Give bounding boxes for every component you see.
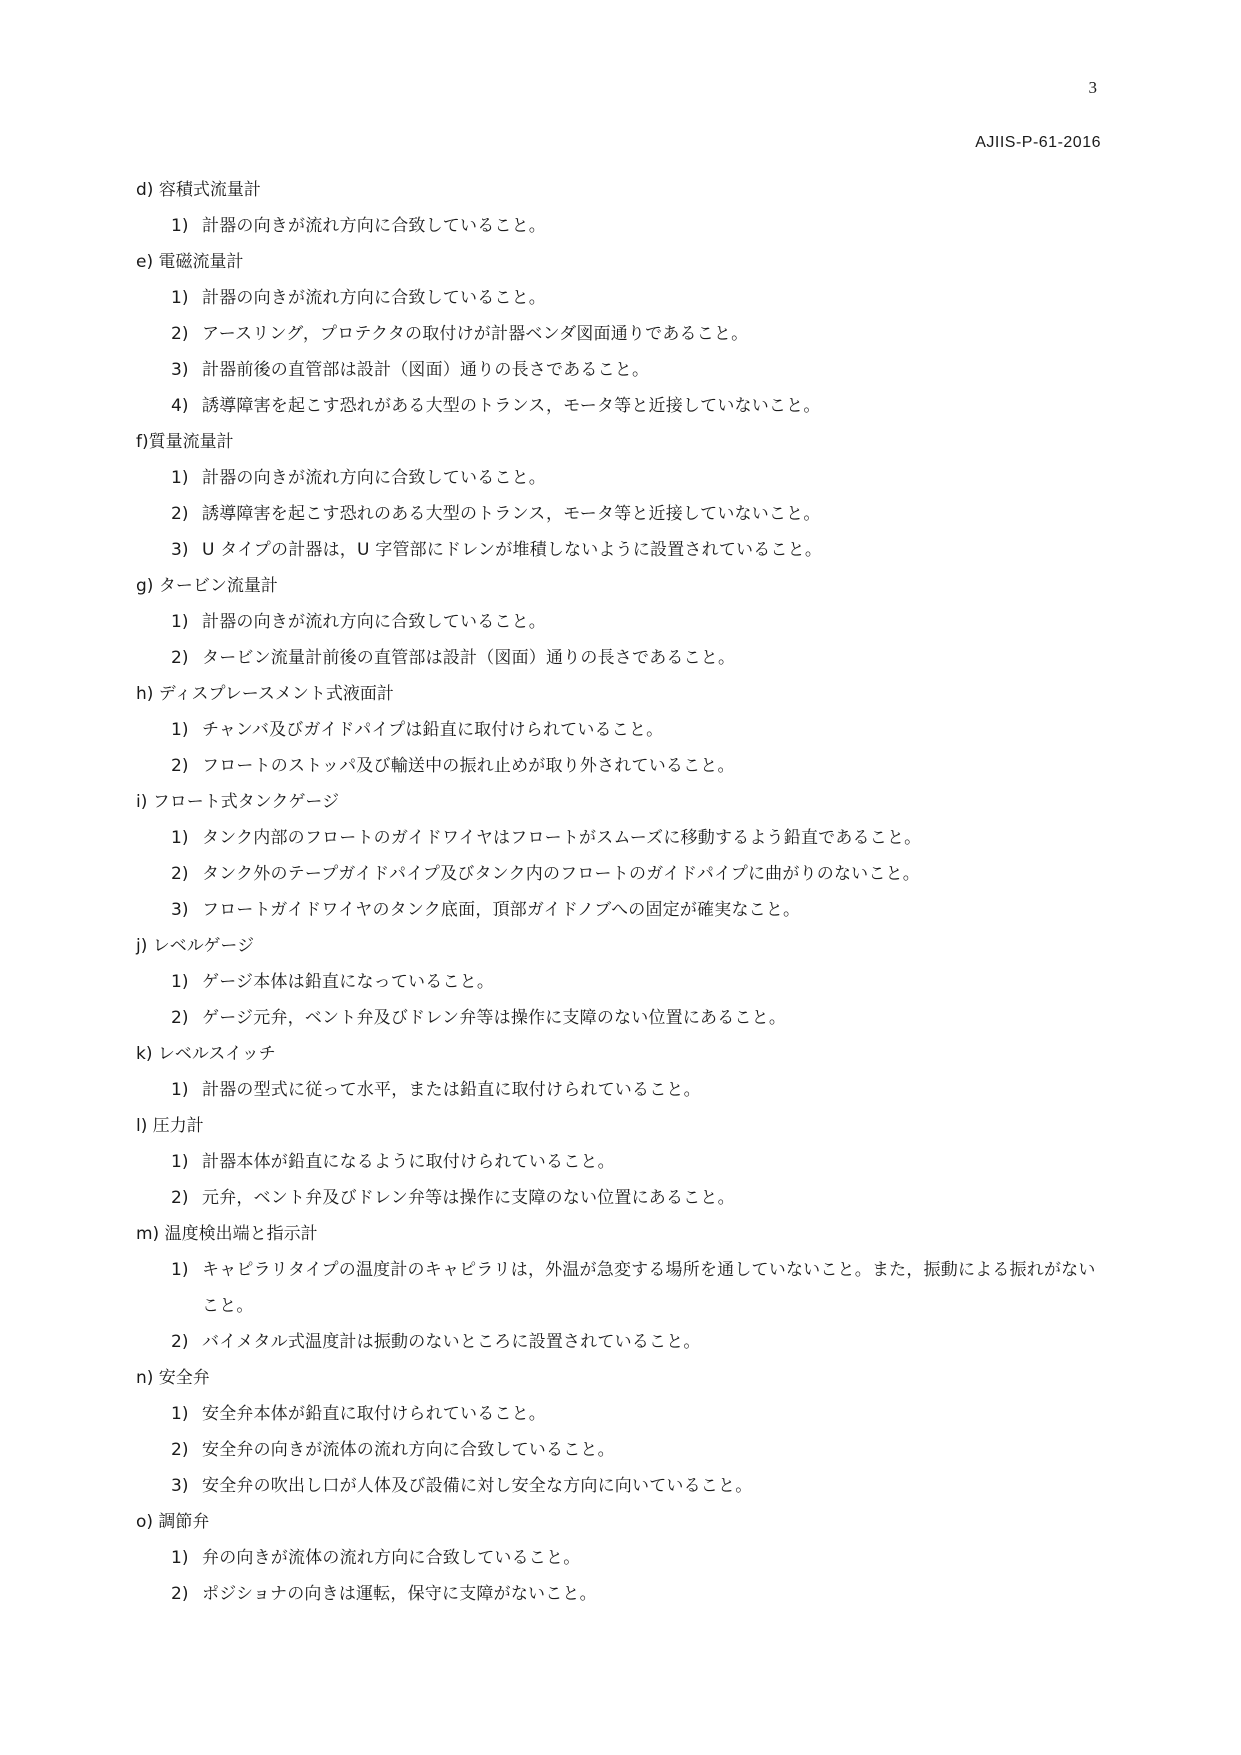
- list-item: [136, 856, 1101, 892]
- list-item-number: 1): [171, 1260, 189, 1280]
- list-item: [136, 712, 1101, 748]
- list-item: [136, 316, 1101, 352]
- section-heading: j) レベルゲージ: [136, 936, 255, 956]
- list-item-text: 安全弁の吹出し口が人体及び設備に対し安全な方向に向いていること。: [202, 1476, 753, 1496]
- list-item: [136, 820, 1101, 856]
- document-body: [136, 172, 1101, 1612]
- list-item-text: U タイプの計器は，U 字管部にドレンが堆積しないように設置されていること。: [202, 540, 823, 560]
- list-item-number: 2): [171, 648, 189, 668]
- list-item-text: タービン流量計前後の直管部は設計（図面）通りの長さであること。: [202, 648, 736, 668]
- list-item-number: 1): [171, 720, 189, 740]
- list-item: [136, 1252, 1101, 1324]
- section-heading: g) タービン流量計: [136, 576, 278, 596]
- list-item: [136, 280, 1101, 316]
- list-item: [136, 1468, 1101, 1504]
- list-item-text: アースリング，プロテクタの取付けが計器ベンダ図面通りであること。: [202, 324, 749, 344]
- list-item-text: 誘導障害を起こす恐れのある大型のトランス，モータ等と近接していないこと。: [202, 504, 821, 524]
- list-item-text: バイメタル式温度計は振動のないところに設置されていること。: [202, 1332, 701, 1352]
- list-item-number: 2): [171, 1584, 189, 1604]
- section-heading: e) 電磁流量計: [136, 252, 244, 272]
- list-item: [136, 1324, 1101, 1360]
- list-item-text: 計器前後の直管部は設計（図面）通りの長さであること。: [202, 360, 650, 380]
- list-item: [136, 1072, 1101, 1108]
- list-item-text: ゲージ本体は鉛直になっていること。: [202, 972, 495, 992]
- section-heading: h) ディスプレースメント式液面計: [136, 684, 394, 704]
- list-item: [136, 1432, 1101, 1468]
- page-number: 3: [1088, 78, 1097, 97]
- list-item-number: 1): [171, 828, 189, 848]
- list-item-number: 1): [171, 1404, 189, 1424]
- section-heading: k) レベルスイッチ: [136, 1044, 276, 1064]
- list-item-text: 安全弁本体が鉛直に取付けられていること。: [202, 1404, 546, 1424]
- section: [136, 244, 1101, 424]
- list-item-text: 計器の向きが流れ方向に合致していること。: [202, 216, 546, 236]
- list-item-text: 計器の向きが流れ方向に合致していること。: [202, 468, 546, 488]
- section: [136, 1216, 1101, 1360]
- section-heading: i) フロート式タンクゲージ: [136, 792, 340, 812]
- list-item-number: 2): [171, 504, 189, 524]
- list-item-number: 2): [171, 1440, 189, 1460]
- list-item-number: 2): [171, 1188, 189, 1208]
- list-item-number: 1): [171, 612, 189, 632]
- section-heading: f)質量流量計: [136, 432, 234, 452]
- section: [136, 676, 1101, 784]
- list-item-number: 2): [171, 864, 189, 884]
- section: [136, 424, 1101, 568]
- list-item: [136, 1180, 1101, 1216]
- list-item-number: 1): [171, 1080, 189, 1100]
- section-heading: n) 安全弁: [136, 1368, 210, 1388]
- section: [136, 784, 1101, 928]
- list-item-number: 3): [171, 1476, 189, 1496]
- list-item: [136, 208, 1101, 244]
- list-item: [136, 388, 1101, 424]
- list-item: [136, 496, 1101, 532]
- list-item-number: 3): [171, 360, 189, 380]
- list-item-text: 計器の向きが流れ方向に合致していること。: [202, 612, 546, 632]
- list-item: [136, 892, 1101, 928]
- list-item: [136, 532, 1101, 568]
- list-item-text: 計器の型式に従って水平，または鉛直に取付けられていること。: [202, 1080, 701, 1100]
- list-item-number: 2): [171, 324, 189, 344]
- list-item: [136, 640, 1101, 676]
- list-item-text: ポジショナの向きは運転，保守に支障がないこと。: [202, 1584, 597, 1604]
- list-item-text: チャンバ及びガイドパイプは鉛直に取付けられていること。: [202, 720, 664, 740]
- list-item-text: 計器の向きが流れ方向に合致していること。: [202, 288, 546, 308]
- list-item-number: 1): [171, 468, 189, 488]
- list-item-number: 1): [171, 972, 189, 992]
- list-item-text: 弁の向きが流体の流れ方向に合致していること。: [202, 1548, 581, 1568]
- list-item-text: 誘導障害を起こす恐れがある大型のトランス，モータ等と近接していないこと。: [202, 396, 821, 416]
- list-item-number: 2): [171, 1332, 189, 1352]
- list-item-number: 3): [171, 900, 189, 920]
- list-item-number: 3): [171, 540, 189, 560]
- list-item-number: 1): [171, 216, 189, 236]
- document-id: AJIIS-P-61-2016: [975, 134, 1101, 151]
- section: [136, 1108, 1101, 1216]
- section-heading: m) 温度検出端と指示計: [136, 1224, 318, 1244]
- list-item-text: タンク内部のフロートのガイドワイヤはフロートがスムーズに移動するよう鉛直であること。: [202, 828, 922, 848]
- list-item-number: 2): [171, 756, 189, 776]
- section: [136, 568, 1101, 676]
- section: [136, 1036, 1101, 1108]
- list-item: [136, 604, 1101, 640]
- list-item: [136, 352, 1101, 388]
- list-item-text: ゲージ元弁，ベント弁及びドレン弁等は操作に支障のない位置にあること。: [202, 1008, 787, 1028]
- section-heading: l) 圧力計: [136, 1116, 204, 1136]
- list-item-number: 1): [171, 288, 189, 308]
- list-item-text: 元弁，ベント弁及びドレン弁等は操作に支障のない位置にあること。: [202, 1188, 735, 1208]
- list-item-number: 1): [171, 1548, 189, 1568]
- list-item-text: フロートのストッパ及び輸送中の振れ止めが取り外されていること。: [202, 756, 735, 776]
- list-item: [136, 1000, 1101, 1036]
- list-item: [136, 748, 1101, 784]
- list-item: [136, 964, 1101, 1000]
- list-item-number: 1): [171, 1152, 189, 1172]
- section-heading: d) 容積式流量計: [136, 180, 261, 200]
- section-heading: o) 調節弁: [136, 1512, 210, 1532]
- list-item-text: タンク外のテープガイドパイプ及びタンク内のフロートのガイドパイプに曲がりのないこと。: [202, 864, 920, 884]
- list-item: [136, 1540, 1101, 1576]
- section: [136, 172, 1101, 244]
- list-item: [136, 460, 1101, 496]
- list-item-text: 安全弁の向きが流体の流れ方向に合致していること。: [202, 1440, 615, 1460]
- list-item-number: 4): [171, 396, 189, 416]
- list-item: [136, 1396, 1101, 1432]
- list-item-text: フロートガイドワイヤのタンク底面，頂部ガイドノブへの固定が確実なこと。: [202, 900, 801, 920]
- list-item-text: キャピラリタイプの温度計のキャピラリは，外温が急変する場所を通していないこと。また，振動による振れがないこと。: [202, 1260, 1096, 1316]
- section: [136, 1504, 1101, 1612]
- section: [136, 1360, 1101, 1504]
- list-item-number: 2): [171, 1008, 189, 1028]
- list-item: [136, 1144, 1101, 1180]
- list-item-text: 計器本体が鉛直になるように取付けられていること。: [202, 1152, 615, 1172]
- list-item: [136, 1576, 1101, 1612]
- section: [136, 928, 1101, 1036]
